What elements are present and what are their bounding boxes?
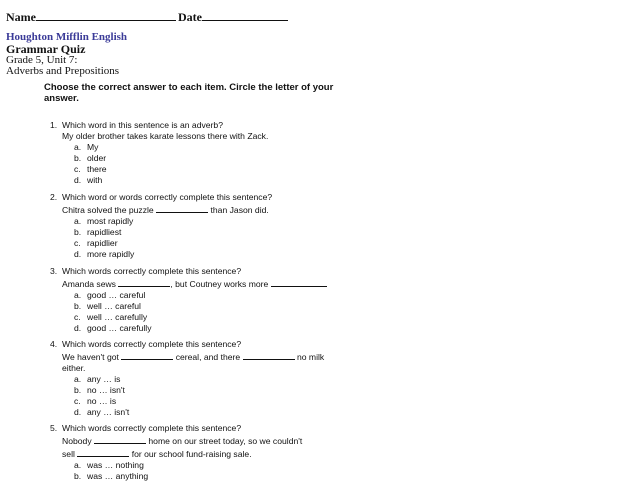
quiz-topic: Adverbs and Prepositions bbox=[6, 65, 120, 77]
option-letter: c. bbox=[74, 396, 81, 406]
question-number: 1. bbox=[50, 120, 58, 130]
question-prompt: Which words correctly complete this sentence? bbox=[62, 266, 242, 276]
sentence-continuation: either. bbox=[62, 363, 86, 373]
answer-option[interactable] bbox=[50, 238, 350, 249]
sentence-part: We haven't got bbox=[62, 352, 119, 362]
question-sentence bbox=[50, 350, 350, 363]
question-number: 2. bbox=[50, 192, 58, 202]
option-text: was … nothing bbox=[87, 460, 144, 470]
answer-option[interactable] bbox=[50, 227, 350, 238]
option-text: any … is bbox=[87, 374, 121, 384]
sentence-part: no milk bbox=[296, 352, 325, 362]
option-letter: b. bbox=[74, 385, 82, 395]
option-letter: b. bbox=[74, 227, 82, 237]
option-letter: d. bbox=[74, 249, 82, 259]
option-text: My bbox=[87, 142, 99, 152]
question-sentence-line-2 bbox=[50, 447, 350, 460]
answer-option[interactable] bbox=[50, 301, 350, 312]
answer-options bbox=[50, 290, 350, 334]
option-text: older bbox=[87, 153, 107, 163]
question-prompt: Which words correctly complete this sentence? bbox=[62, 339, 242, 349]
option-letter: c. bbox=[74, 312, 81, 322]
sentence-part: for our school fund-raising sale. bbox=[131, 449, 252, 459]
answer-option[interactable] bbox=[50, 164, 350, 175]
answer-options bbox=[50, 460, 350, 482]
sentence-part: Nobody bbox=[62, 436, 92, 446]
answer-option[interactable] bbox=[50, 312, 350, 323]
answer-options bbox=[50, 374, 350, 418]
date-blank[interactable] bbox=[202, 8, 288, 21]
option-text: good … carefully bbox=[87, 323, 152, 333]
option-text: good … careful bbox=[87, 290, 146, 300]
sentence-part: sell bbox=[62, 449, 75, 459]
question-number: 4. bbox=[50, 339, 58, 349]
name-label: Name bbox=[6, 10, 36, 24]
option-text: well … carefully bbox=[87, 312, 148, 322]
answer-option[interactable] bbox=[50, 290, 350, 301]
answer-option[interactable] bbox=[50, 407, 350, 418]
option-text: any … isn't bbox=[87, 407, 130, 417]
publisher-name: Houghton Mifflin English bbox=[6, 31, 128, 43]
question-1 bbox=[50, 120, 350, 186]
answer-option[interactable] bbox=[50, 142, 350, 153]
answer-option[interactable] bbox=[50, 175, 350, 186]
option-letter: a. bbox=[74, 290, 82, 300]
question-prompt: Which word or words correctly complete this sentence? bbox=[62, 192, 273, 202]
question-sentence bbox=[50, 277, 350, 290]
sentence-part: , but Coutney works more bbox=[170, 279, 269, 289]
answer-blank bbox=[243, 350, 295, 360]
answer-blank bbox=[156, 203, 208, 213]
answer-option[interactable] bbox=[50, 216, 350, 227]
option-text: with bbox=[87, 175, 103, 185]
sentence-part: than Jason did. bbox=[210, 205, 269, 215]
question-3 bbox=[50, 266, 350, 334]
name-date-line bbox=[6, 8, 288, 25]
option-text: most rapidly bbox=[87, 216, 134, 226]
sentence-part: Amanda sews bbox=[62, 279, 116, 289]
answer-blank bbox=[94, 434, 146, 444]
answer-blank bbox=[77, 447, 129, 457]
answer-option[interactable] bbox=[50, 471, 350, 482]
option-letter: a. bbox=[74, 460, 82, 470]
option-letter: a. bbox=[74, 216, 82, 226]
answer-option[interactable] bbox=[50, 460, 350, 471]
question-sentence bbox=[50, 203, 350, 216]
option-letter: b. bbox=[74, 153, 82, 163]
sentence-part: home on our street today, so we couldn't bbox=[148, 436, 303, 446]
date-label: Date bbox=[178, 10, 202, 24]
question-prompt: Which words correctly complete this sentence? bbox=[62, 423, 242, 433]
question-sentence: My older brother takes karate lessons there with Zack. bbox=[62, 131, 269, 141]
option-text: well … careful bbox=[87, 301, 141, 311]
answer-option[interactable] bbox=[50, 323, 350, 334]
option-letter: b. bbox=[74, 301, 82, 311]
question-5 bbox=[50, 423, 350, 482]
answer-options bbox=[50, 142, 350, 186]
question-prompt: Which word in this sentence is an adverb? bbox=[62, 120, 223, 130]
question-number: 3. bbox=[50, 266, 58, 276]
option-text: no … is bbox=[87, 396, 117, 406]
instructions: Choose the correct answer to each item. Circle the letter of your answer. bbox=[44, 82, 334, 104]
answer-option[interactable] bbox=[50, 396, 350, 407]
question-number: 5. bbox=[50, 423, 58, 433]
option-text: no … isn't bbox=[87, 385, 125, 395]
option-text: rapidliest bbox=[87, 227, 122, 237]
quiz-title: Grammar Quiz bbox=[6, 42, 86, 56]
option-letter: d. bbox=[74, 407, 82, 417]
option-text: there bbox=[87, 164, 107, 174]
question-2 bbox=[50, 192, 350, 260]
option-letter: c. bbox=[74, 164, 81, 174]
answer-blank bbox=[121, 350, 173, 360]
sentence-part: Chitra solved the puzzle bbox=[62, 205, 154, 215]
answer-option[interactable] bbox=[50, 385, 350, 396]
answer-option[interactable] bbox=[50, 153, 350, 164]
answer-option[interactable] bbox=[50, 249, 350, 260]
option-letter: b. bbox=[74, 471, 82, 481]
answer-option[interactable] bbox=[50, 374, 350, 385]
question-4 bbox=[50, 339, 350, 418]
option-text: rapidlier bbox=[87, 238, 118, 248]
option-text: more rapidly bbox=[87, 249, 135, 259]
answer-options bbox=[50, 216, 350, 260]
question-sentence bbox=[50, 434, 350, 447]
answer-blank bbox=[118, 277, 170, 287]
option-text: was … anything bbox=[87, 471, 149, 481]
option-letter: c. bbox=[74, 238, 81, 248]
option-letter: d. bbox=[74, 323, 82, 333]
grade-unit: Grade 5, Unit 7: bbox=[6, 54, 78, 66]
option-letter: a. bbox=[74, 142, 82, 152]
option-letter: d. bbox=[74, 175, 82, 185]
sentence-part: cereal, and there bbox=[175, 352, 241, 362]
option-letter: a. bbox=[74, 374, 82, 384]
name-blank[interactable] bbox=[36, 8, 176, 21]
answer-blank bbox=[271, 277, 327, 287]
